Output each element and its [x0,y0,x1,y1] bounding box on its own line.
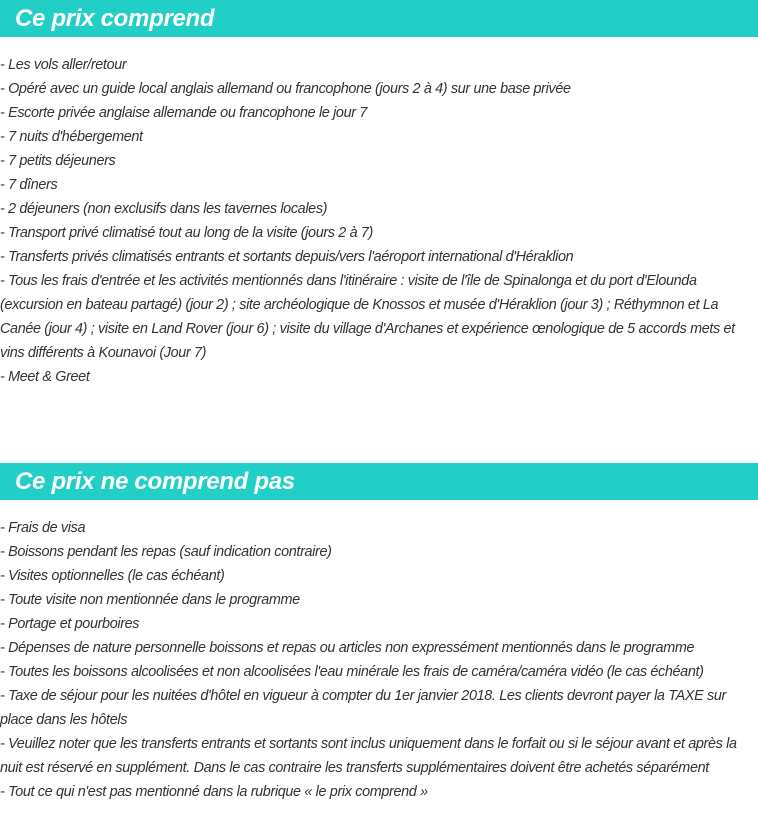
list-item: - Visites optionnelles (le cas échéant) [0,568,225,584]
price-includes-title: Ce prix comprend [15,4,215,32]
list-item: - Dépenses de nature personnelle boissons et repas ou articles non expressément mentionnés dans le programme [0,640,695,656]
price-excludes-list [0,516,758,804]
price-includes-list [0,53,758,389]
list-item: - Frais de visa [0,520,86,536]
list-item: - Veuillez noter que les transferts entrants et sortants sont inclus uniquement dans le forfait ou si le séjour avant et après la nuit est réservé en supplément. Dans le cas contraire les transferts supplémentaires doivent être achetés séparément [0,736,737,776]
price-includes-section [0,0,758,389]
list-item: - 7 dîners [0,177,58,193]
list-item: - Taxe de séjour pour les nuitées d'hôtel en vigueur à compter du 1er janvier 2018. Les clients devront payer la TAXE sur place dans les hôtels [0,688,726,728]
list-item: - Les vols aller/retour [0,57,127,73]
list-item: - 2 déjeuners (non exclusifs dans les tavernes locales) [0,201,328,217]
list-item: - Toute visite non mentionnée dans le programme [0,592,300,608]
list-item: - Tous les frais d'entrée et les activités mentionnés dans l'itinéraire : visite de l'île de Spinalonga et du port d'Elounda (excursion en bateau partagé) (jour 2) ; site archéologique de Knossos et musée d'Héraklion (jour 3) ; Réthymnon et La Canée (jour 4) ; visite en Land Rover (jour 6) ; visite du village d'Archanes et expérience œnologique de 5 accords mets et vins différents à Kounavoi (Jour 7) [0,273,735,361]
price-includes-header [0,0,758,37]
list-item: - Transferts privés climatisés entrants et sortants depuis/vers l'aéroport international d'Héraklion [0,249,574,265]
price-excludes-title: Ce prix ne comprend pas [15,467,295,495]
list-item: - Portage et pourboires [0,616,140,632]
list-item: - Transport privé climatisé tout au long de la visite (jours 2 à 7) [0,225,373,241]
list-item: - Opéré avec un guide local anglais allemand ou francophone (jours 2 à 4) sur une base privée [0,81,571,97]
price-excludes-section [0,463,758,804]
list-item: - Boissons pendant les repas (sauf indication contraire) [0,544,332,560]
list-item: - Meet & Greet [0,369,90,385]
price-excludes-header [0,463,758,500]
list-item: - 7 petits déjeuners [0,153,116,169]
list-item: - Toutes les boissons alcoolisées et non alcoolisées l'eau minérale les frais de caméra/caméra vidéo (le cas échéant) [0,664,704,680]
list-item: - Escorte privée anglaise allemande ou francophone le jour 7 [0,105,367,121]
list-item: - Tout ce qui n'est pas mentionné dans la rubrique « le prix comprend » [0,784,428,800]
list-item: - 7 nuits d'hébergement [0,129,143,145]
